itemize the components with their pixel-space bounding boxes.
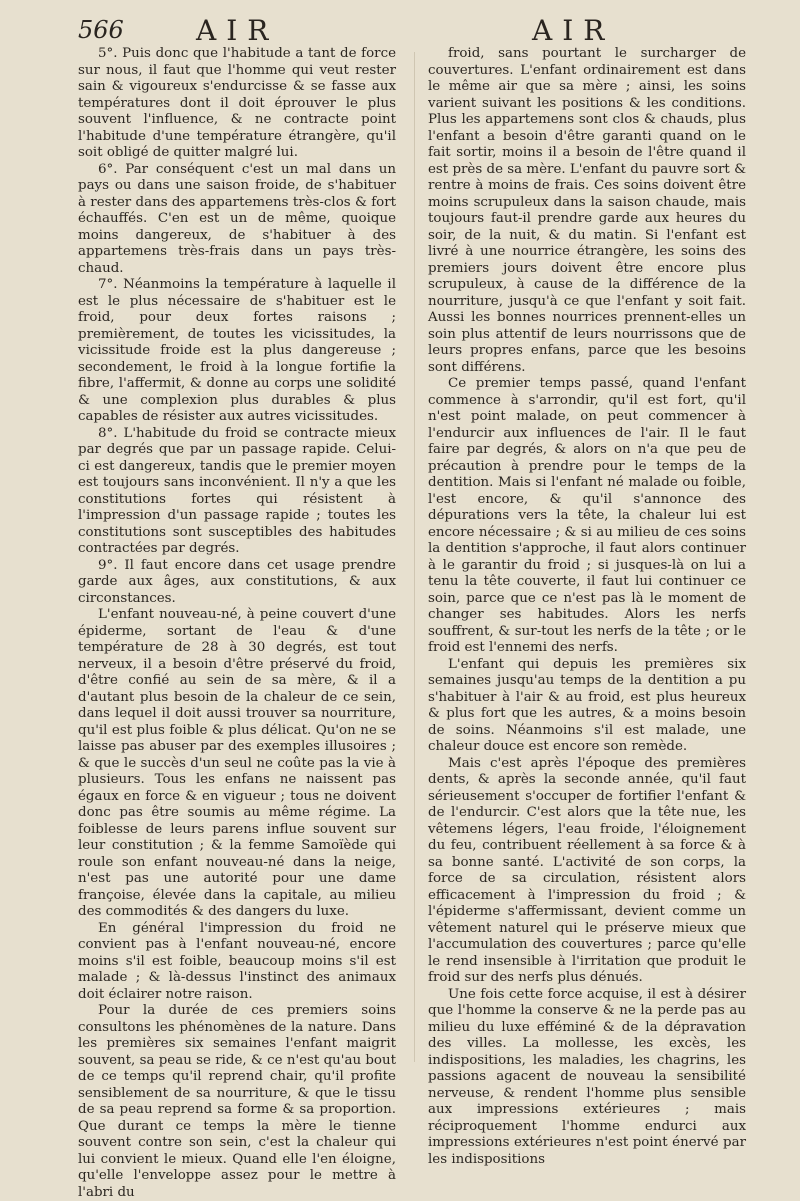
column-divider — [414, 52, 415, 1062]
paragraph: 8°. L'habitude du froid se contracte mieux par degrés que par un passage rapide. Celui-ci est dangereux, tandis que le premier moyen est toujours sans inconvénient. Il n'y a que les constitutions fortes qui résistent à l'impression d'un passage rapide ; toutes les constitutions sont susceptibles des habitudes contractées par degrés. — [78, 425, 396, 556]
paragraph: En général l'impression du froid ne convient pas à l'enfant nouveau-né, encore moins s'il est foible, beaucoup moins s'il est malade ; & là-dessus l'instinct des animaux doit éclairer notre raison. — [78, 920, 396, 1002]
paragraph: froid, sans pourtant le surcharger de couvertures. L'enfant ordinairement est dans le même air que sa mère ; ainsi, les soins varient suivant les positions & les conditions. Plus les appartemens sont clos & chauds, plus l'enfant a besoin d'être garanti quand on le fait sortir, moins il a besoin de l'être quand il est près de sa mère. L'enfant du pauvre sort & rentre à moins de frais. Ces soins doivent être moins scrupuleux dans la saison chaude, mais toujours faut-il prendre garde aux heures du soir, de la nuit, & du matin. Si l'enfant est livré à une nourrice étrangère, les soins des premiers jours doivent être encore plus scrupuleux, à cause de la différence de la nourriture, jusqu'à ce que l'enfant y soit fait. Aussi les bonnes nourrices prennent-elles un soin plus attentif de leurs nourrissons que de leurs propres enfans, parce que les besoins sont différens. — [428, 46, 746, 375]
paragraph: L'enfant nouveau-né, à peine couvert d'une épiderme, sortant de l'eau & d'une température de 28 à 30 degrés, est tout nerveux, il a besoin d'être préservé du froid, d'être confié au sein de sa mère, & il a d'autant plus besoin de la chaleur de ce sein, dans lequel il doit aussi trouver sa nourriture, qu'il est plus foible & plus délicat. Qu'on ne se laisse pas abuser par des exemples illusoires ; & que le succès d'un seul ne coûte pas la vie à plusieurs. Tous les enfans ne naissent pas égaux en force & en vigueur ; tous ne doivent donc pas être soumis au même régime. La foiblesse de leurs parens influe souvent sur leur constitution ; & la femme Samoïède qui roule son enfant nouveau-né dans la neige, n'est pas une autorité pour une dame françoise, élevée dans la capitale, au milieu des commodités & des dangers du luxe. — [78, 607, 396, 919]
paragraph: 9°. Il faut encore dans cet usage prendre garde aux âges, aux constitutions, & aux circonstances. — [78, 557, 396, 606]
page-number: 566 — [78, 16, 124, 44]
paragraph: 5°. Puis donc que l'habitude a tant de force sur nous, il faut que l'homme qui veut rester sain & vigoureux s'endurcisse & se fasse aux températures dont il doit éprouver le plus souvent l'influence, & ne contracte point l'habitude d'une température étrangère, qu'il soit obligé de quitter malgré lui. — [78, 46, 396, 160]
paragraph: Mais c'est après l'époque des premières dents, & après la seconde année, qu'il faut sérieusement s'occuper de fortifier l'enfant & de l'endurcir. C'est alors que la tête nue, les vêtemens légers, l'eau froide, l'éloignement du feu, contribuent réellement à sa force & à sa bonne santé. L'activité de son corps, la force de sa circulation, résistent alors efficacement à l'impression du froid ; & l'épiderme s'affermissant, devient comme un vêtement naturel qui le préserve mieux que l'accumulation des couvertures ; parce qu'elle le rend insensible à l'irritation que produit le froid sur des nerfs plus dénués. — [428, 755, 746, 985]
paragraph: Ce premier temps passé, quand l'enfant commence à s'arrondir, qu'il est fort, qu'il n'est point malade, on peut commencer à l'endurcir aux influences de l'air. Il le faut faire par degrés, & alors on n'a que peu de précaution à prendre pour le temps de la dentition. Mais si l'enfant né malade ou foible, l'est encore, & qu'il s'annonce des dépurations vers la tête, la chaleur lui est encore nécessaire ; & si au milieu de ces soins la dentition s'approche, il faut alors continuer à le garantir du froid ; si jusques-là on lui a tenu la tête couverte, il faut lui continuer ce soin, parce que ce n'est pas là le moment de changer ses habitudes. Alors les nerfs souffrent, & sur-tout les nerfs de la tête ; or le froid est l'ennemi des nerfs. — [428, 376, 746, 655]
paragraph: 7°. Néanmoins la température à laquelle il est le plus nécessaire de s'habituer est le froid, pour deux fortes raisons ; premièrement, de toutes les vicissitudes, la vicissitude froide est la plus dangereuse ; secondement, le froid à la longue fortifie la fibre, l'affermit, & donne au corps une solidité & une complexion plus durables & plus capables de résister aux autres vicissitudes. — [78, 277, 396, 424]
paragraph: L'enfant qui depuis les premières six semaines jusqu'au temps de la dentition a pu s'habituer à l'air & au froid, est plus heureux & plus fort que les autres, & a moins besoin de soins. Néanmoins s'il est malade, une chaleur douce est encore son remède. — [428, 656, 746, 754]
running-head-right: AIR — [532, 14, 615, 47]
running-head-left: AIR — [196, 14, 279, 47]
right-column — [428, 46, 746, 1168]
paragraph: Pour la durée de ces premiers soins consultons les phénomènes de la nature. Dans les premières six semaines l'enfant maigrit souvent, sa peau se ride, & ce n'est qu'au bout de ce temps qu'il reprend chair, qu'il profite sensiblement de sa nourriture, & que le tissu de sa peau reprend sa forme & sa proportion. Que durant ce temps la mère le tienne souvent contre son sein, c'est la chaleur qui lui convient le mieux. Quand elle l'en éloigne, qu'elle l'enveloppe assez pour le mettre à l'abri du — [78, 1003, 396, 1200]
page-header — [0, 14, 800, 48]
paragraph: 6°. Par conséquent c'est un mal dans un pays ou dans une saison froide, de s'habituer à rester dans des appartemens très-clos & fort échauffés. C'en est un de même, quoique moins dangereux, de s'habituer à des appartemens très-frais dans un pays très-chaud. — [78, 161, 396, 276]
left-column — [78, 46, 396, 1201]
paragraph: Une fois cette force acquise, il est à désirer que l'homme la conserve & ne la perde pas au milieu du luxe efféminé & de la dépravation des villes. La mollesse, les excès, les indispositions, les maladies, les chagrins, les passions agacent de nouveau la sensibilité nerveuse, & rendent l'homme plus sensible aux impressions extérieures ; mais réciproquement l'homme endurci aux impressions extérieures n'est point énervé par les indispositions — [428, 986, 746, 1167]
